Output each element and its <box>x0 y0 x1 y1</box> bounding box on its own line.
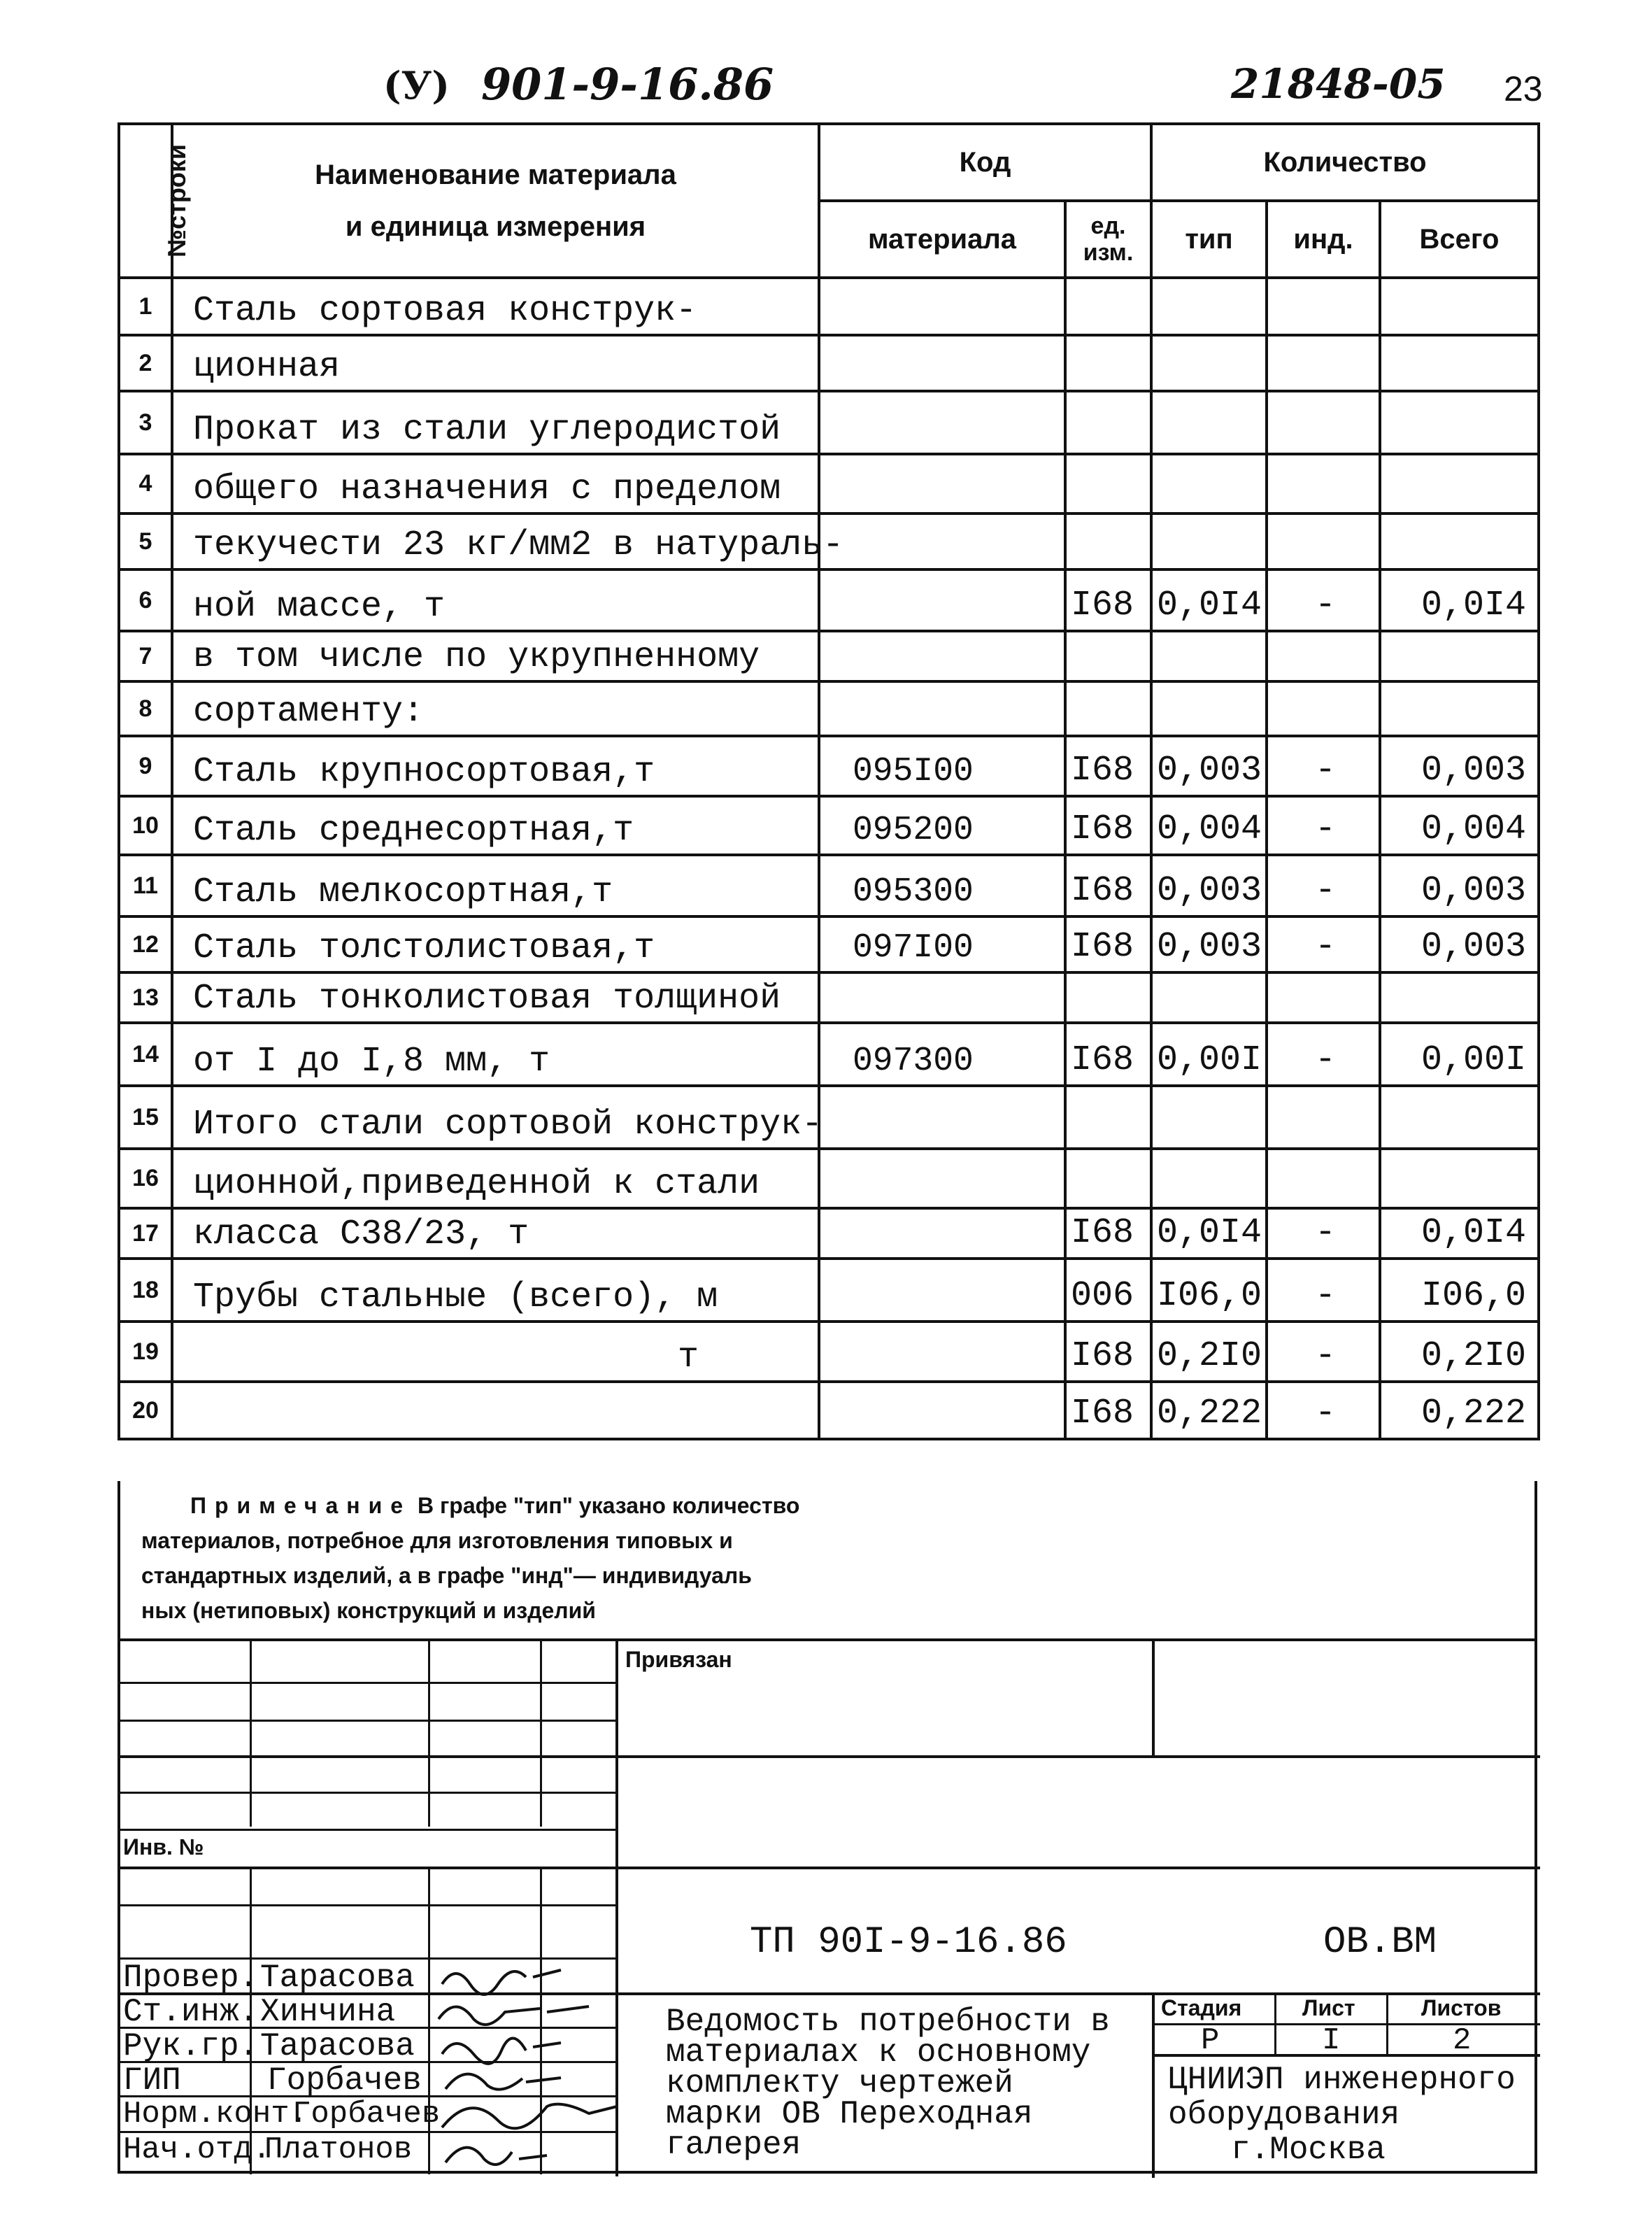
row-number: 7 <box>119 631 172 681</box>
row-number: 4 <box>119 454 172 514</box>
description <box>666 2004 1110 2163</box>
row-number-header-label: №строки <box>162 144 191 257</box>
total-qty <box>1380 514 1539 569</box>
unit-code-header <box>1065 201 1151 278</box>
note-text <box>141 1488 799 1628</box>
row-number: 6 <box>119 569 172 631</box>
material-name: Трубы стальные (всего), м <box>172 1259 819 1322</box>
ind-qty <box>1267 278 1380 335</box>
material-code <box>819 1149 1065 1208</box>
row-number: 1 <box>119 278 172 335</box>
type-qty <box>1151 278 1267 335</box>
inventory-code: 21848-05 <box>1231 60 1446 108</box>
material-code <box>819 1259 1065 1322</box>
material-name: Сталь среднесортная,т <box>172 796 819 855</box>
unit-code <box>1065 631 1151 681</box>
table-row <box>119 391 1539 454</box>
table-row <box>119 335 1539 391</box>
total-qty: 0,003 <box>1380 855 1539 916</box>
name-header-line2: и единица измерения <box>345 211 646 242</box>
total-qty <box>1380 278 1539 335</box>
table-row <box>119 1322 1539 1382</box>
ind-qty <box>1267 681 1380 736</box>
name-4: Горбачев <box>267 2062 422 2099</box>
name-header <box>172 124 819 278</box>
table-row <box>119 1086 1539 1149</box>
table-row <box>119 1208 1539 1259</box>
table-row <box>119 631 1539 681</box>
unit-code <box>1065 681 1151 736</box>
role-3: Рук.гр. <box>123 2028 259 2064</box>
table-row <box>119 972 1539 1023</box>
table-row <box>119 569 1539 631</box>
total-qty <box>1380 391 1539 454</box>
ind-qty <box>1267 1149 1380 1208</box>
total-qty <box>1380 335 1539 391</box>
type-qty: 0,222 <box>1151 1382 1267 1439</box>
material-name: Сталь сортовая конструк- <box>172 278 819 335</box>
materials-table <box>118 122 1540 1440</box>
type-qty: I06,0 <box>1151 1259 1267 1322</box>
total-qty: 0,0I4 <box>1380 569 1539 631</box>
unit-code: I68 <box>1065 1023 1151 1086</box>
total-qty: I06,0 <box>1380 1259 1539 1322</box>
designation: ТП 90I-9-16.86 <box>750 1921 1067 1964</box>
type-qty: 0,0I4 <box>1151 569 1267 631</box>
total-qty: 0,2I0 <box>1380 1322 1539 1382</box>
total-qty <box>1380 681 1539 736</box>
table-row <box>119 1382 1539 1439</box>
name-6: Платонов <box>264 2132 413 2167</box>
type-qty: 0,003 <box>1151 916 1267 972</box>
note-line2: материалов, потребное для изготовления типовых и <box>141 1528 733 1553</box>
table-row <box>119 736 1539 796</box>
table-row <box>119 278 1539 335</box>
type-qty: 0,003 <box>1151 736 1267 796</box>
left-code: (У) <box>383 63 450 108</box>
material-code <box>819 1382 1065 1439</box>
stage-value: Р <box>1201 2023 1220 2058</box>
name-header-line1: Наименование материала <box>315 160 676 190</box>
material-name: общего назначения с пределом <box>172 454 819 514</box>
material-code-header: материала <box>819 201 1065 278</box>
material-code <box>819 569 1065 631</box>
ind-qty: - <box>1267 1259 1380 1322</box>
total-qty <box>1380 1086 1539 1149</box>
note-lead: Примечание <box>190 1493 412 1518</box>
page-number: 23 <box>1504 69 1543 108</box>
material-code: 095300 <box>819 855 1065 916</box>
material-code <box>819 631 1065 681</box>
stage-label: Стадия <box>1161 1995 1242 2020</box>
description-line4: марки ОВ Переходная <box>666 2096 1033 2132</box>
unit-code: I68 <box>1065 1382 1151 1439</box>
material-code <box>819 454 1065 514</box>
row-number: 2 <box>119 335 172 391</box>
material-name: Сталь тонколистовая толщиной <box>172 972 819 1023</box>
sheet-label: Лист <box>1302 1995 1355 2020</box>
type-qty <box>1151 1086 1267 1149</box>
material-name: от I до I,8 мм, т <box>172 1023 819 1086</box>
type-qty: 0,003 <box>1151 855 1267 916</box>
code-group-header: Код <box>819 124 1151 201</box>
unit-code <box>1065 391 1151 454</box>
type-qty <box>1151 972 1267 1023</box>
material-name: Сталь толстолистовая,т <box>172 916 819 972</box>
material-name: в том числе по укрупненному <box>172 631 819 681</box>
organization-line3: г.Москва <box>1231 2132 1386 2168</box>
material-code: 097300 <box>819 1023 1065 1086</box>
material-name: Прокат из стали углеродистой <box>172 391 819 454</box>
material-name: Сталь крупносортовая,т <box>172 736 819 796</box>
row-number: 12 <box>119 916 172 972</box>
ind-qty: - <box>1267 916 1380 972</box>
ind-qty: - <box>1267 1382 1380 1439</box>
row-number: 18 <box>119 1259 172 1322</box>
type-qty <box>1151 514 1267 569</box>
name-2: Хинчина <box>260 1994 396 2030</box>
role-2: Ст.инж. <box>123 1994 259 2030</box>
row-number-header <box>119 124 191 278</box>
note-line4: ных (нетиповых) конструкций и изделий <box>141 1598 596 1623</box>
row-number: 15 <box>119 1086 172 1149</box>
material-code: 097I00 <box>819 916 1065 972</box>
organization <box>1168 2062 1516 2167</box>
total-header: Всего <box>1380 201 1539 278</box>
description-line3: комплекту чертежей <box>666 2065 1013 2102</box>
ind-qty: - <box>1267 855 1380 916</box>
organization-line2: оборудования <box>1168 2097 1400 2133</box>
ind-qty <box>1267 631 1380 681</box>
table-row <box>119 1149 1539 1208</box>
row-number: 5 <box>119 514 172 569</box>
doc-number: 901-9-16.86 <box>481 59 774 110</box>
material-name: класса С38/23, т <box>172 1208 819 1259</box>
material-name: Сталь мелкосортная,т <box>172 855 819 916</box>
row-number: 14 <box>119 1023 172 1086</box>
ind-qty <box>1267 1086 1380 1149</box>
table-row <box>119 855 1539 916</box>
material-name: сортаменту: <box>172 681 819 736</box>
material-code <box>819 1086 1065 1149</box>
material-code <box>819 972 1065 1023</box>
note-line1: В графе "тип" указано количество <box>411 1493 800 1518</box>
material-name <box>172 1382 819 1439</box>
material-code <box>819 1322 1065 1382</box>
mark: ОВ.ВМ <box>1323 1921 1437 1964</box>
type-qty <box>1151 1149 1267 1208</box>
row-number: 20 <box>119 1382 172 1439</box>
title-block <box>118 1638 1537 2174</box>
ind-qty: - <box>1267 796 1380 855</box>
row-number: 19 <box>119 1322 172 1382</box>
unit-code: I68 <box>1065 916 1151 972</box>
ind-qty <box>1267 972 1380 1023</box>
type-header: тип <box>1151 201 1267 278</box>
sheets-label: Листов <box>1421 1995 1502 2020</box>
type-qty: 0,0I4 <box>1151 1208 1267 1259</box>
ind-qty: - <box>1267 1023 1380 1086</box>
total-qty <box>1380 631 1539 681</box>
sheet-value: I <box>1322 2023 1341 2058</box>
unit-code: I68 <box>1065 569 1151 631</box>
ind-qty: - <box>1267 1322 1380 1382</box>
description-line2: материалах к основному <box>666 2034 1091 2071</box>
unit-code: I68 <box>1065 796 1151 855</box>
unit-code: I68 <box>1065 1322 1151 1382</box>
name-1: Тарасова <box>260 1960 415 1996</box>
unit-code <box>1065 1149 1151 1208</box>
table-row <box>119 1023 1539 1086</box>
ind-qty <box>1267 454 1380 514</box>
type-qty <box>1151 391 1267 454</box>
unit-code <box>1065 278 1151 335</box>
type-qty <box>1151 631 1267 681</box>
type-qty: 0,004 <box>1151 796 1267 855</box>
type-qty <box>1151 681 1267 736</box>
row-number: 8 <box>119 681 172 736</box>
material-name: Итого стали сортовой конструк- <box>172 1086 819 1149</box>
description-line5: галерея <box>666 2127 802 2163</box>
ind-qty <box>1267 514 1380 569</box>
unit-code <box>1065 1086 1151 1149</box>
table-row <box>119 796 1539 855</box>
row-number: 9 <box>119 736 172 796</box>
inv-label: Инв. № <box>123 1834 204 1860</box>
material-name: ционная <box>172 335 819 391</box>
material-code <box>819 278 1065 335</box>
ind-header: инд. <box>1267 201 1380 278</box>
row-number: 11 <box>119 855 172 916</box>
material-name: ционной,приведенной к стали <box>172 1149 819 1208</box>
organization-line1: ЦНИИЭП инженерного <box>1168 2062 1516 2098</box>
table-row <box>119 514 1539 569</box>
material-name: ной массе, т <box>172 569 819 631</box>
total-qty: 0,004 <box>1380 796 1539 855</box>
type-qty: 0,00I <box>1151 1023 1267 1086</box>
row-number: 16 <box>119 1149 172 1208</box>
description-line1: Ведомость потребности в <box>666 2004 1110 2040</box>
row-number: 3 <box>119 391 172 454</box>
unit-code: I68 <box>1065 1208 1151 1259</box>
total-qty: 0,003 <box>1380 916 1539 972</box>
unit-code: I68 <box>1065 855 1151 916</box>
unit-code <box>1065 514 1151 569</box>
material-code <box>819 1208 1065 1259</box>
ind-qty: - <box>1267 1208 1380 1259</box>
type-qty <box>1151 335 1267 391</box>
total-qty: 0,00I <box>1380 1023 1539 1086</box>
sheets-value: 2 <box>1453 2023 1472 2058</box>
row-number: 13 <box>119 972 172 1023</box>
unit-code-header-label: ед. изм. <box>1083 213 1134 266</box>
ind-qty <box>1267 391 1380 454</box>
role-6: Нач.отд. <box>123 2132 271 2167</box>
unit-code <box>1065 454 1151 514</box>
name-3: Тарасова <box>260 2028 415 2064</box>
total-qty <box>1380 972 1539 1023</box>
total-qty: 0,222 <box>1380 1382 1539 1439</box>
type-qty <box>1151 454 1267 514</box>
material-code <box>819 681 1065 736</box>
table-row <box>119 1259 1539 1322</box>
role-5: Норм.конт. <box>123 2097 308 2132</box>
table-row <box>119 681 1539 736</box>
row-number: 17 <box>119 1208 172 1259</box>
unit-code <box>1065 335 1151 391</box>
qty-group-header: Количество <box>1151 124 1539 201</box>
total-qty <box>1380 1149 1539 1208</box>
unit-code <box>1065 972 1151 1023</box>
type-qty: 0,2I0 <box>1151 1322 1267 1382</box>
ind-qty <box>1267 335 1380 391</box>
material-code: 095200 <box>819 796 1065 855</box>
role-4: ГИП <box>123 2062 181 2099</box>
unit-code: 006 <box>1065 1259 1151 1322</box>
note-block <box>118 1481 1537 1638</box>
row-number: 10 <box>119 796 172 855</box>
total-qty <box>1380 454 1539 514</box>
name-5: Горбачев <box>292 2097 441 2132</box>
material-code: 095I00 <box>819 736 1065 796</box>
table-row <box>119 916 1539 972</box>
material-code <box>819 391 1065 454</box>
total-qty: 0,0I4 <box>1380 1208 1539 1259</box>
total-qty: 0,003 <box>1380 736 1539 796</box>
note-line3: стандартных изделий, а в графе "инд"— индивидуаль <box>141 1563 752 1588</box>
material-code <box>819 335 1065 391</box>
material-name: т <box>172 1322 819 1382</box>
unit-code: I68 <box>1065 736 1151 796</box>
ind-qty: - <box>1267 736 1380 796</box>
material-name: текучести 23 кг/мм2 в натураль- <box>172 514 819 569</box>
table-row <box>119 454 1539 514</box>
attached-label: Привязан <box>625 1647 732 1672</box>
ind-qty: - <box>1267 569 1380 631</box>
role-1: Провер. <box>123 1960 259 1996</box>
material-code <box>819 514 1065 569</box>
